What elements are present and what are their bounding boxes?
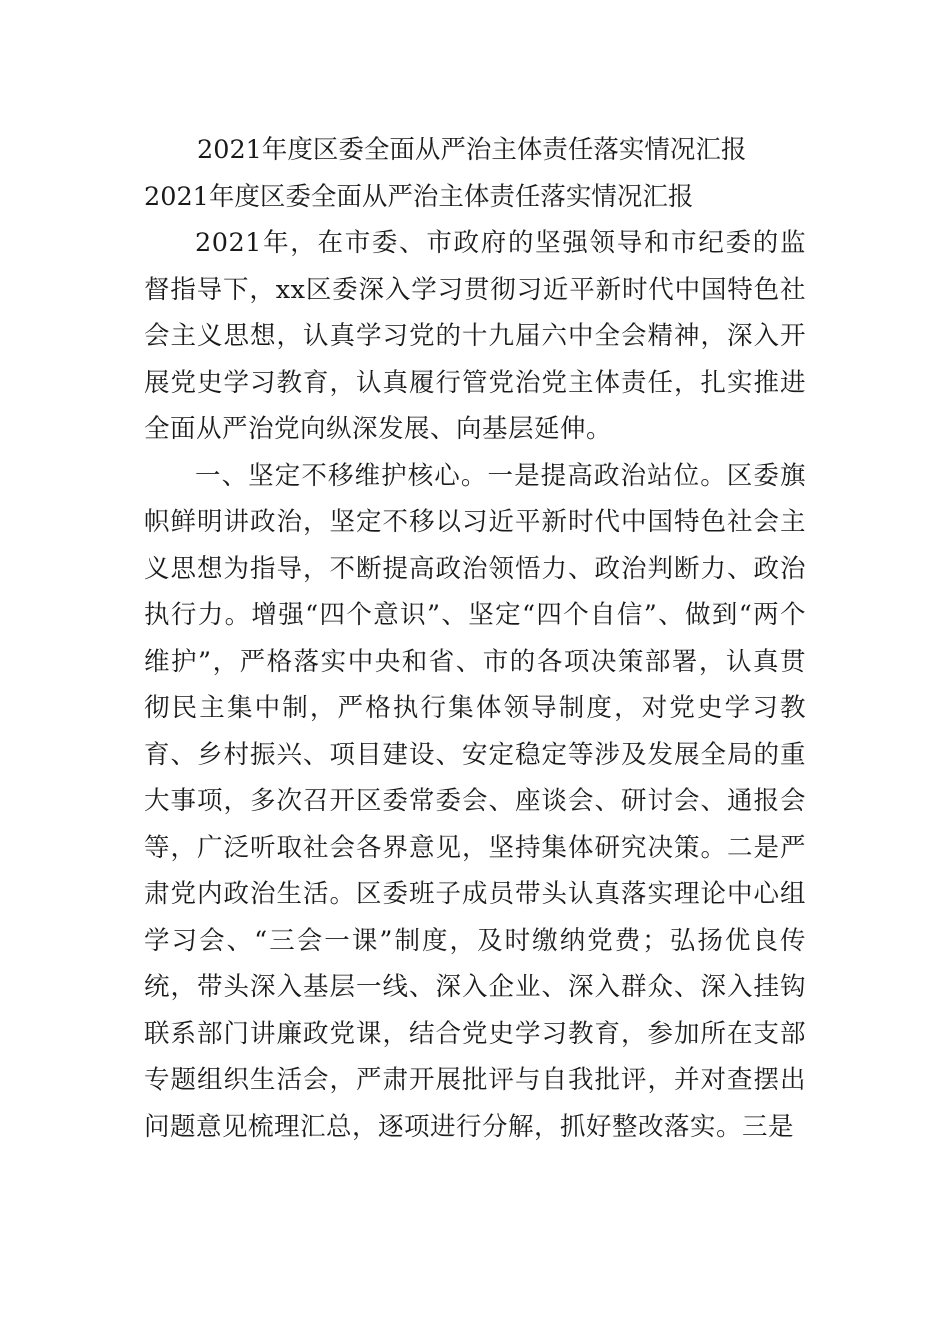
- document-body: [144, 127, 806, 1150]
- document-title: 2021年度区委全面从严治主体责任落实情况汇报: [197, 135, 747, 165]
- paragraph-intro: 2021年，在市委、市政府的坚强领导和市纪委的监督指导下，xx区委深入学习贯彻习近平新时代中国特色社会主义思想，认真学习党的十九届六中全会精神，深入开展党史学习教育，认真履行管党治党主体责任，扎实推进全面从严治党向纵深发展、向基层延伸。: [144, 228, 806, 444]
- document-title-repeat: 2021年度区委全面从严治主体责任落实情况汇报: [144, 181, 694, 212]
- paragraph-section-1: 一、坚定不移维护核心。一是提高政治站位。区委旗帜鲜明讲政治，坚定不移以习近平新时代中国特色社会主义思想为指导，不断提高政治领悟力、政治判断力、政治执行力。增强“四个意识”、坚定“四个自信”、做到“两个维护”，严格落实中央和省、市的各项决策部署，认真贯彻民主集中制，严格执行集体领导制度，对党史学习教育、乡村振兴、项目建设、安定稳定等涉及发展全局的重大事项，多次召开区委常委会、座谈会、研讨会、通报会等，广泛听取社会各界意见，坚持集体研究决策。二是严肃党内政治生活。区委班子成员带头认真落实理论中心组学习会、“三会一课”制度，及时缴纳党费；弘扬优良传统，带头深入基层一线、深入企业、深入群众、深入挂钩联系部门讲廉政党课，结合党史学习教育，参加所在支部专题组织生活会，严肃开展批评与自我批评，并对查摆出问题意见梳理汇总，逐项进行分解，抓好整改落实。三是: [144, 460, 806, 1142]
